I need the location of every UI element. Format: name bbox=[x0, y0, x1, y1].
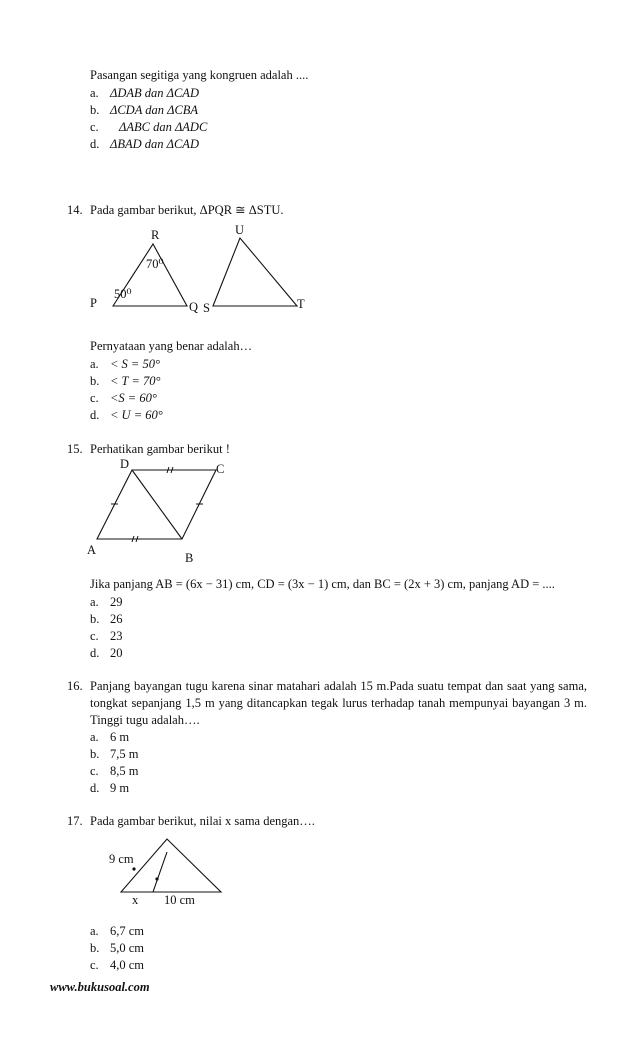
q16-text-line-3: Tinggi tugu adalah…. bbox=[90, 713, 200, 727]
q16-option-a: 6 m bbox=[110, 730, 130, 744]
q16-option-b: 7,5 m bbox=[110, 747, 139, 761]
label-u: U bbox=[235, 223, 245, 237]
side-9cm-label: 9 cm bbox=[109, 852, 134, 866]
triangle-stu bbox=[213, 238, 297, 306]
q16-option-b-letter: b. bbox=[90, 747, 100, 761]
label-d: D bbox=[120, 457, 130, 471]
q15-option-d: 20 bbox=[110, 646, 123, 660]
q15-number: 15. bbox=[67, 442, 83, 456]
q14-option-d: < U = 60° bbox=[110, 408, 163, 422]
q14-question: Pernyataan yang benar adalah… bbox=[90, 339, 253, 353]
tick-point-left bbox=[132, 867, 135, 870]
q14-option-d-letter: d. bbox=[90, 408, 100, 422]
q15-option-d-letter: d. bbox=[90, 646, 100, 660]
q17-option-b: 5,0 cm bbox=[110, 941, 145, 955]
large-triangle bbox=[121, 839, 221, 892]
q15-stem: Perhatikan gambar berikut ! bbox=[90, 442, 230, 456]
q14-stem: Pada gambar berikut, ΔPQR ≅ ΔSTU. bbox=[90, 203, 284, 217]
q15-option-a-letter: a. bbox=[90, 595, 99, 609]
q17-number: 17. bbox=[67, 814, 83, 828]
q13-option-b: ΔCDA dan ΔCBA bbox=[110, 103, 199, 117]
x-label: x bbox=[132, 893, 139, 907]
q14-option-a: < S = 50° bbox=[110, 357, 160, 371]
label-b: B bbox=[185, 551, 194, 565]
q15-option-b: 26 bbox=[110, 612, 123, 626]
q14-number: 14. bbox=[67, 203, 83, 217]
angle-p-label: 50⁰ bbox=[114, 287, 132, 301]
label-q: Q bbox=[189, 300, 199, 314]
q16-option-d: 9 m bbox=[110, 781, 130, 795]
q13-option-d: ΔBAD dan ΔCAD bbox=[110, 137, 199, 151]
base-10cm-label: 10 cm bbox=[164, 893, 195, 907]
label-a: A bbox=[87, 543, 97, 557]
q16-option-c-letter: c. bbox=[90, 764, 99, 778]
q16-number: 16. bbox=[67, 679, 83, 693]
label-t: T bbox=[297, 297, 305, 311]
angle-r-label: 70⁰ bbox=[146, 257, 164, 271]
q13-option-a-letter: a. bbox=[90, 86, 99, 100]
tick-point-inner bbox=[155, 877, 158, 880]
q17-option-a: 6,7 cm bbox=[110, 924, 145, 938]
q13-option-c-letter: c. bbox=[90, 120, 99, 134]
q14-option-b-letter: b. bbox=[90, 374, 100, 388]
q14-option-c: <S = 60° bbox=[110, 391, 157, 405]
q15-option-a: 29 bbox=[110, 595, 123, 609]
q16-text-line-2: tongkat sepanjang 1,5 m yang ditancapkan tegak lurus terhadap tanah mempunyai bayangan 3 m. bbox=[90, 696, 587, 710]
q17-option-a-letter: a. bbox=[90, 924, 99, 938]
q13-option-d-letter: d. bbox=[90, 137, 100, 151]
q13-option-c: ΔABC dan ΔADC bbox=[119, 120, 208, 134]
q15-option-b-letter: b. bbox=[90, 612, 100, 626]
q14-option-b: < T = 70° bbox=[110, 374, 161, 388]
footer-website: www.bukusoal.com bbox=[50, 980, 150, 994]
diagonal-db bbox=[132, 470, 182, 539]
q14-triangles-figure bbox=[85, 223, 325, 318]
q15-parallelogram-figure bbox=[80, 456, 240, 568]
q15-option-c-letter: c. bbox=[90, 629, 99, 643]
q17-option-b-letter: b. bbox=[90, 941, 100, 955]
q17-option-c-letter: c. bbox=[90, 958, 99, 972]
q16-option-d-letter: d. bbox=[90, 781, 100, 795]
q13-intro: Pasangan segitiga yang kongruen adalah .... bbox=[90, 68, 309, 82]
label-c: C bbox=[216, 462, 225, 476]
q14-option-c-letter: c. bbox=[90, 391, 99, 405]
q15-question: Jika panjang AB = (6x − 31) cm, CD = (3x − 1) cm, dan BC = (2x + 3) cm, panjang AD = .... bbox=[90, 577, 555, 591]
q14-option-a-letter: a. bbox=[90, 357, 99, 371]
parallel-segment bbox=[153, 852, 167, 892]
q17-option-c: 4,0 cm bbox=[110, 958, 145, 972]
q16-text-line-1: Panjang bayangan tugu karena sinar matahari adalah 15 m.Pada suatu tempat dan saat yang sama, bbox=[90, 679, 587, 693]
q17-stem: Pada gambar berikut, nilai x sama dengan…. bbox=[90, 814, 315, 828]
q13-option-b-letter: b. bbox=[90, 103, 100, 117]
q13-option-a: ΔDAB dan ΔCAD bbox=[110, 86, 199, 100]
label-p: P bbox=[90, 296, 97, 310]
q16-option-c: 8,5 m bbox=[110, 764, 139, 778]
label-s: S bbox=[203, 301, 210, 315]
q15-option-c: 23 bbox=[110, 629, 123, 643]
label-r: R bbox=[151, 228, 160, 242]
q16-option-a-letter: a. bbox=[90, 730, 99, 744]
q17-similar-triangles-figure bbox=[100, 835, 240, 915]
